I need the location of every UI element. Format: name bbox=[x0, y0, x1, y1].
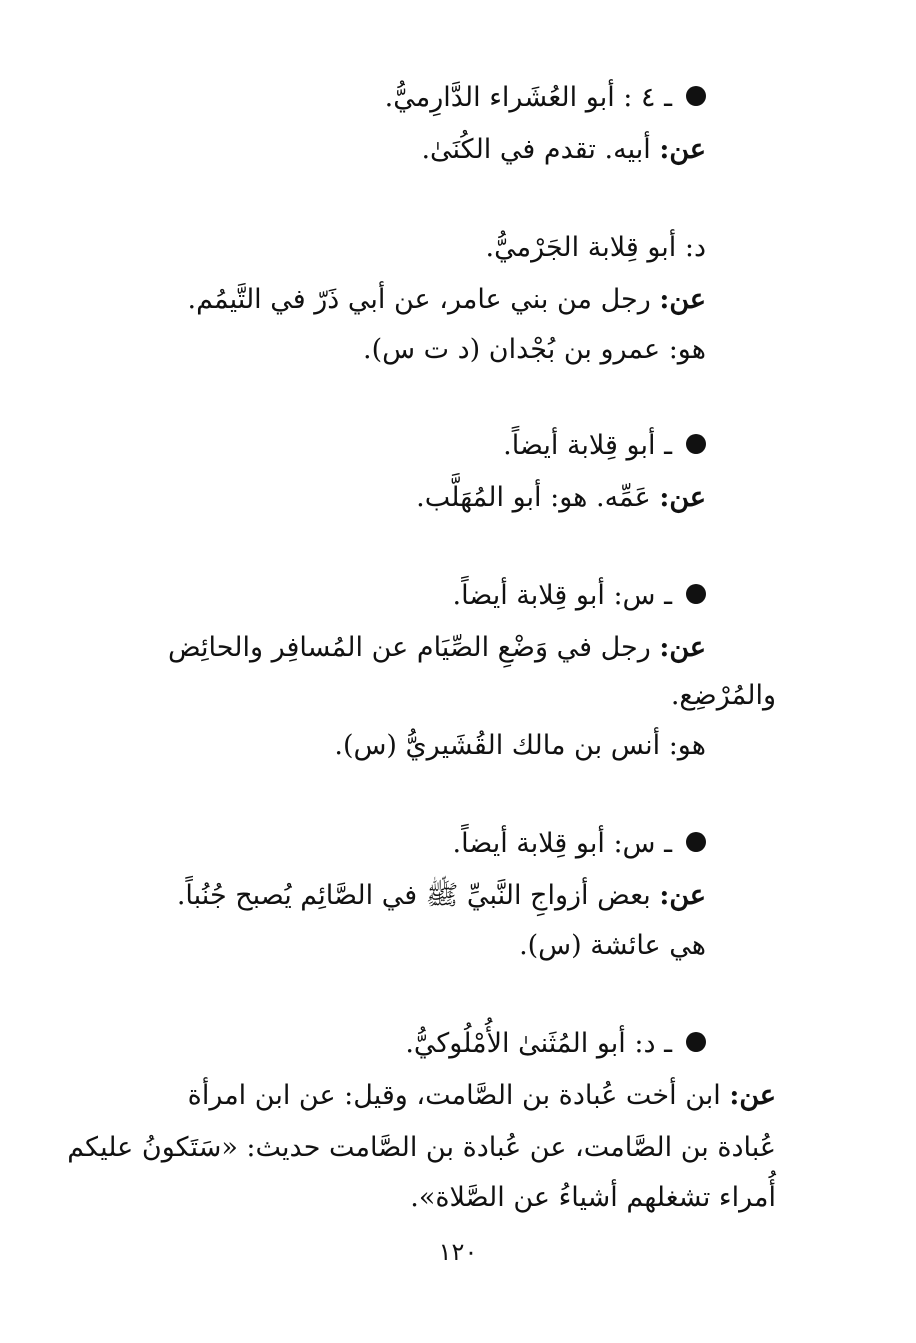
entry-an-line bbox=[177, 876, 706, 916]
heading-text: ـ أبو قِلابة أيضاً. bbox=[503, 430, 672, 461]
entry-an-line bbox=[416, 478, 706, 518]
heading-text: ـ ٤ : أبو العُشَراء الدَّارِميُّ. bbox=[384, 82, 672, 113]
entry-an-continuation bbox=[410, 1178, 776, 1218]
an-label: عن: bbox=[659, 880, 706, 911]
entry-an-continuation bbox=[671, 676, 776, 716]
an-label: عن: bbox=[659, 134, 706, 165]
entry-an-line bbox=[168, 628, 706, 668]
an-text: بعض أزواجِ النَّبيِّ ﷺ في الصَّائِم يُصبح جُنُباً. bbox=[176, 880, 651, 911]
entry-heading bbox=[385, 78, 706, 118]
an-label: عن: bbox=[729, 1080, 776, 1111]
page-number: ١٢٠ bbox=[438, 1238, 478, 1266]
heading-text: ـ س: أبو قِلابة أيضاً. bbox=[452, 828, 672, 859]
entry-an-line bbox=[187, 280, 706, 320]
entry-huwa-line bbox=[519, 926, 706, 966]
an-text: رجل في وَضْعِ الصِّيَام عن المُسافِر والحائِض bbox=[167, 632, 651, 663]
heading-text: د: أبو قِلابة الجَرْميُّ. bbox=[485, 232, 706, 263]
huwa-text: هو: عمرو بن بُجْدان (د ت س). bbox=[363, 334, 706, 365]
bullet-icon bbox=[686, 86, 706, 106]
bullet-icon bbox=[686, 584, 706, 604]
an-label: عن: bbox=[659, 482, 706, 513]
an-text: أُمراء تشغلهم أشياءُ عن الصَّلاة». bbox=[410, 1182, 776, 1213]
heading-text: ـ د: أبو المُثَنىٰ الأُمْلُوكيُّ. bbox=[405, 1028, 672, 1059]
entry-heading bbox=[452, 824, 706, 864]
entry-huwa-line bbox=[363, 330, 706, 370]
huwa-text: هي عائشة (س). bbox=[519, 930, 706, 961]
bullet-icon bbox=[686, 1032, 706, 1052]
an-text: والمُرْضِع. bbox=[670, 680, 776, 711]
an-text: عُبادة بن الصَّامت، عن عُبادة بن الصَّامت حديث: «سَتَكونُ عليكم bbox=[67, 1132, 776, 1163]
entry-heading bbox=[452, 576, 706, 616]
entry-heading bbox=[486, 228, 706, 268]
entry-an-continuation bbox=[67, 1128, 776, 1168]
entry-heading bbox=[503, 426, 706, 466]
entry-an-line bbox=[421, 130, 706, 170]
entry-huwa-line bbox=[334, 726, 706, 766]
heading-text: ـ س: أبو قِلابة أيضاً. bbox=[452, 580, 672, 611]
an-label: عن: bbox=[659, 284, 706, 315]
bullet-icon bbox=[686, 434, 706, 454]
entry-heading bbox=[405, 1024, 706, 1064]
an-text: رجل من بني عامر، عن أبي ذَرّ في التَّيمُم. bbox=[187, 284, 651, 315]
bullet-icon bbox=[686, 832, 706, 852]
entry-an-line bbox=[188, 1076, 776, 1116]
an-text: ابن أخت عُبادة بن الصَّامت، وقيل: عن ابن امرأة bbox=[187, 1080, 721, 1111]
an-text: عَمِّه. هو: أبو المُهَلَّب. bbox=[416, 482, 651, 513]
an-text: أبيه. تقدم في الكُنَىٰ. bbox=[421, 134, 651, 165]
huwa-text: هو: أنس بن مالك القُشَيريُّ (س). bbox=[334, 730, 706, 761]
an-label: عن: bbox=[659, 632, 706, 663]
